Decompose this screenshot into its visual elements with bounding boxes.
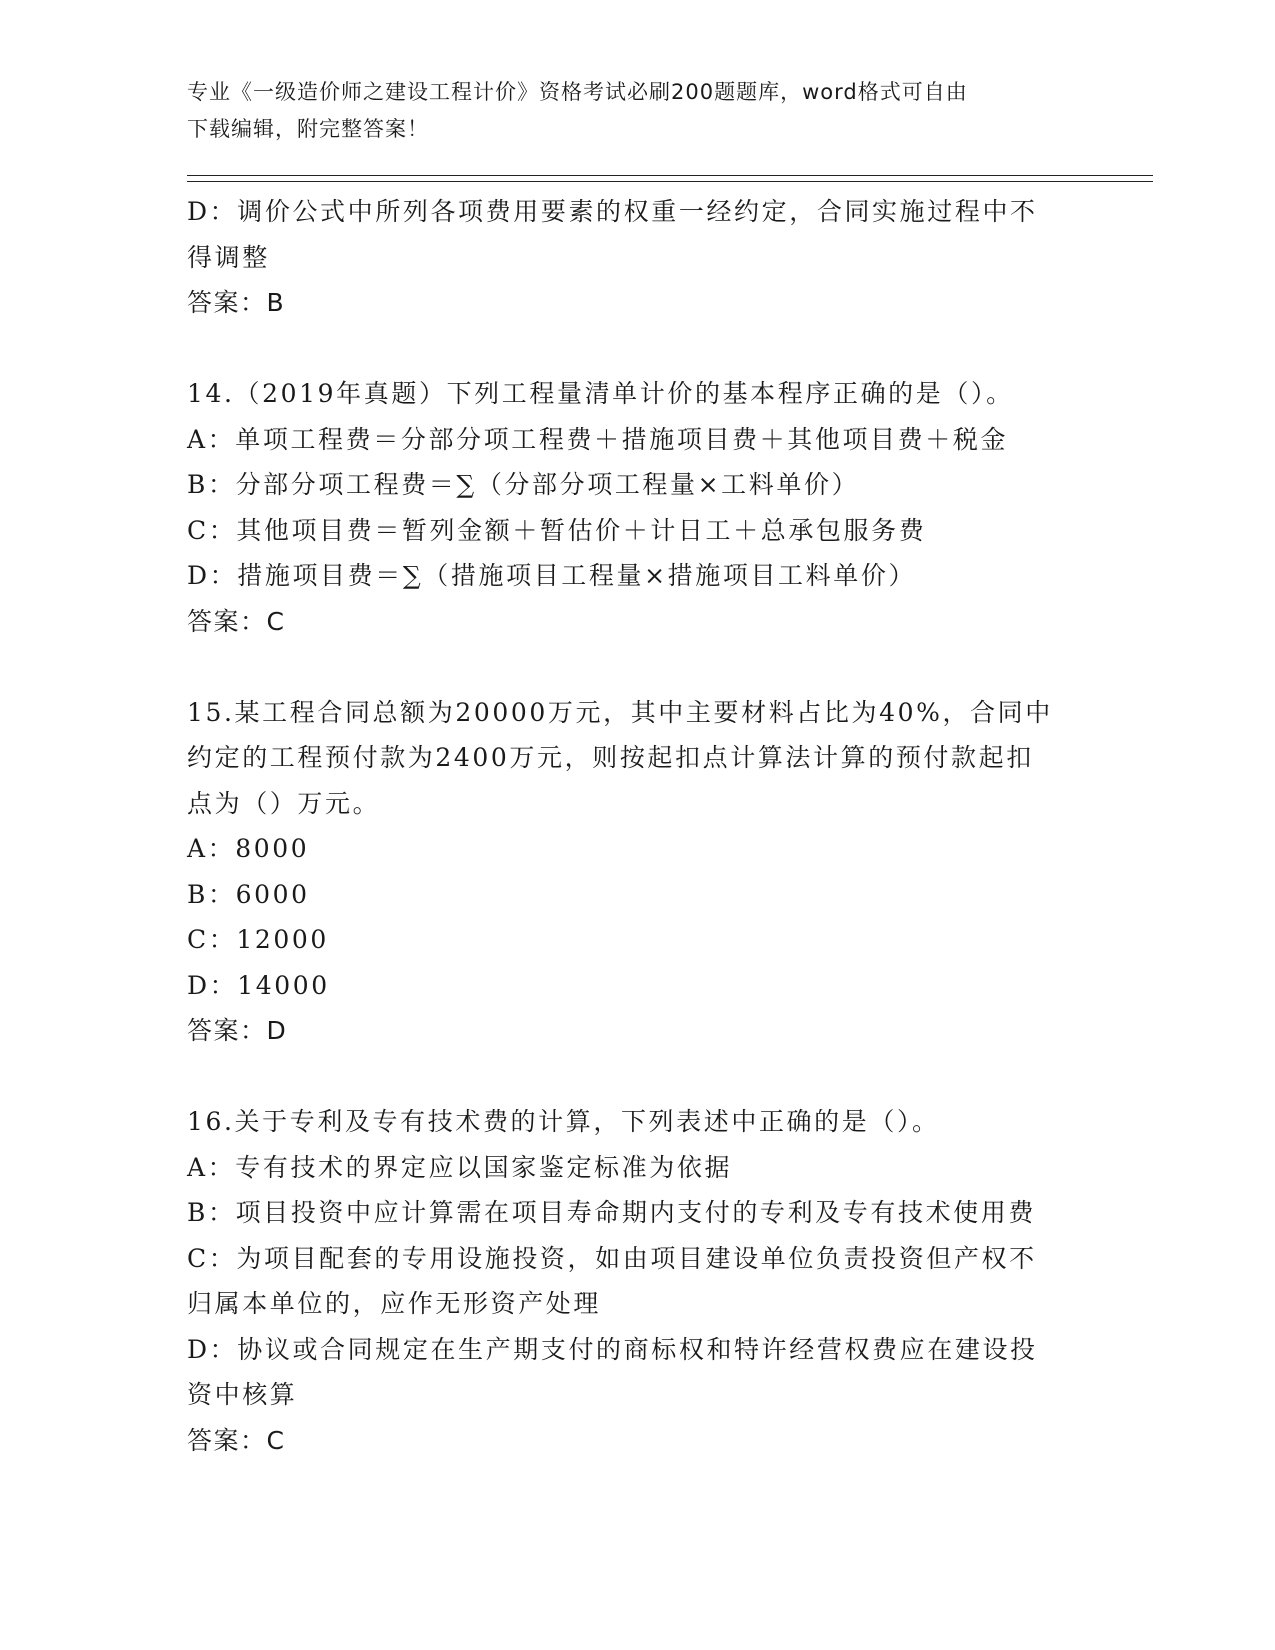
option-a: A：8000 — [187, 834, 310, 863]
option-d: D：14000 — [187, 970, 330, 1000]
header-line-1: 专业《一级造价师之建设工程计价》资格考试必刷200题题库，word格式可自由 — [187, 80, 968, 104]
question-stem: 16.关于专利及专有技术费的计算，下列表述中正确的是（）。 — [187, 1107, 940, 1136]
prev-question-tail — [187, 189, 1087, 326]
option-d-continued: 得调整 — [187, 242, 270, 272]
answer: 答案：C — [187, 1425, 286, 1455]
spacer — [187, 326, 1087, 372]
question-stem: 14.（2019年真题）下列工程量清单计价的基本程序正确的是（）。 — [187, 379, 1014, 408]
option-c: C：其他项目费＝暂列金额＋暂估价＋计日工＋总承包服务费 — [187, 515, 927, 545]
spacer — [187, 1054, 1087, 1100]
question-stem-continued: 点为（）万元。 — [187, 788, 381, 818]
document-header — [187, 74, 1067, 148]
question-stem-continued: 约定的工程预付款为2400万元，则按起扣点计算法计算的预付款起扣 — [187, 743, 1034, 772]
option-d: D：协议或合同规定在生产期支付的商标权和特许经营权费应在建设投 — [187, 1334, 1038, 1364]
question-stem: 15.某工程合同总额为20000万元，其中主要材料占比为40%，合同中 — [187, 697, 1053, 727]
answer: 答案：C — [187, 606, 286, 636]
question-14 — [187, 371, 1087, 644]
option-c: C：为项目配套的专用设施投资，如由项目建设单位负责投资但产权不 — [187, 1243, 1037, 1273]
option-a: A：单项工程费＝分部分项工程费＋措施项目费＋其他项目费＋税金 — [187, 424, 1009, 454]
option-d-continued: 资中核算 — [187, 1380, 298, 1409]
option-b: B：项目投资中应计算需在项目寿命期内支付的专利及专有技术使用费 — [187, 1198, 1036, 1227]
question-16 — [187, 1099, 1087, 1463]
answer: 答案：D — [187, 1016, 288, 1045]
option-c-continued: 归属本单位的，应作无形资产处理 — [187, 1289, 602, 1318]
option-d: D：措施项目费＝∑（措施项目工程量×措施项目工料单价） — [187, 561, 917, 590]
option-b: B：分部分项工程费＝∑（分部分项工程量×工料单价） — [187, 470, 860, 499]
header-line-2: 下载编辑，附完整答案！ — [187, 117, 429, 141]
option-c: C：12000 — [187, 925, 329, 954]
header-rule-top — [187, 175, 1153, 176]
answer: 答案：B — [187, 288, 286, 317]
header-rule-bottom — [187, 181, 1153, 182]
option-b: B：6000 — [187, 879, 310, 909]
question-15 — [187, 690, 1087, 1054]
document-body — [187, 189, 1087, 1463]
option-d: D：调价公式中所列各项费用要素的权重一经约定，合同实施过程中不 — [187, 197, 1038, 226]
option-a: A：专有技术的界定应以国家鉴定标准为依据 — [187, 1152, 733, 1182]
spacer — [187, 644, 1087, 690]
